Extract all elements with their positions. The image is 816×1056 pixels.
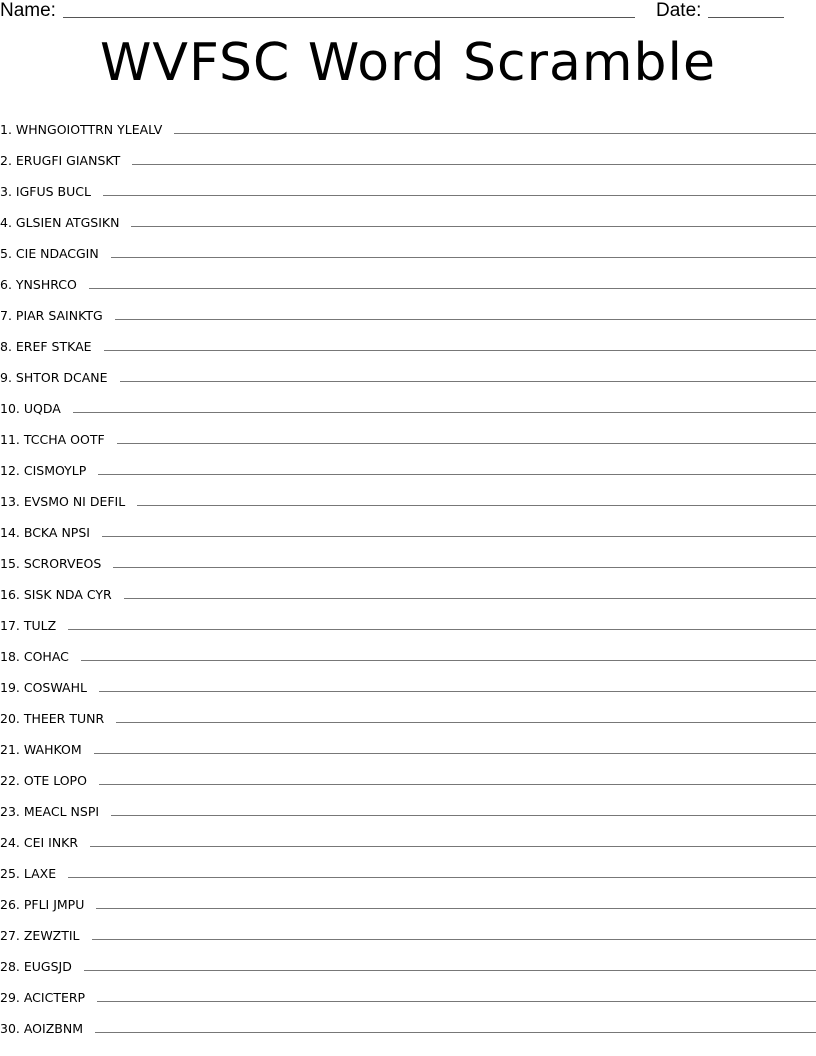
answer-line[interactable] [111,256,816,258]
scramble-item [0,634,816,665]
scramble-item [0,355,816,386]
answer-line[interactable] [94,752,816,754]
answer-line[interactable] [174,132,816,134]
scramble-item [0,262,816,293]
scrambled-word: 29. ACICTERP [0,990,86,1005]
scramble-item [0,789,816,820]
answer-line[interactable] [96,907,816,909]
page-title: WVFSC Word Scramble [100,33,716,93]
scramble-item [0,293,816,324]
scrambled-word: 23. MEACL NSPI [0,804,100,819]
scramble-item [0,386,816,417]
answer-line[interactable] [89,287,816,289]
scramble-item [0,603,816,634]
answer-line[interactable] [68,628,816,630]
scrambled-word: 14. BCKA NPSI [0,525,90,540]
scramble-item [0,665,816,696]
scramble-item [0,541,816,572]
scrambled-word: 12. CISMOYLP [0,463,87,478]
scrambled-word: 4. GLSIEN ATGSIKN [0,215,120,230]
scramble-item [0,324,816,355]
scrambled-word: 20. THEER TUNR [0,711,105,726]
scramble-item [0,913,816,944]
answer-line[interactable] [117,442,816,444]
scramble-item [0,851,816,882]
scramble-item [0,758,816,789]
date-field-line[interactable] [708,17,784,18]
scramble-item [0,882,816,913]
answer-line[interactable] [97,1000,816,1002]
name-field-line[interactable] [63,17,635,18]
scramble-item [0,479,816,510]
scramble-item [0,510,816,541]
scrambled-word: 21. WAHKOM [0,742,82,757]
answer-line[interactable] [102,535,816,537]
answer-line[interactable] [103,194,816,196]
scrambled-word: 6. YNSHRCO [0,277,77,292]
scrambled-word: 22. OTE LOPO [0,773,87,788]
scrambled-word: 17. TULZ [0,618,57,633]
scrambled-word: 10. UQDA [0,401,61,416]
scrambled-word: 19. COSWAHL [0,680,87,695]
scrambled-word: 3. IGFUS BUCL [0,184,91,199]
scrambled-word: 1. WHNGOIOTTRN YLEALV [0,122,163,137]
scramble-item [0,944,816,975]
scrambled-word: 7. PIAR SAINKTG [0,308,103,323]
answer-line[interactable] [124,597,816,599]
scrambled-word: 18. COHAC [0,649,69,664]
scramble-item [0,107,816,138]
scrambled-word: 15. SCRORVEOS [0,556,102,571]
answer-line[interactable] [137,504,816,506]
scramble-list [0,107,816,1037]
answer-line[interactable] [99,783,816,785]
answer-line[interactable] [104,349,816,351]
scrambled-word: 5. CIE NDACGIN [0,246,99,261]
answer-line[interactable] [84,969,816,971]
answer-line[interactable] [73,411,816,413]
scramble-item [0,572,816,603]
scrambled-word: 2. ERUGFI GIANSKT [0,153,121,168]
scramble-item [0,1006,816,1037]
scrambled-word: 26. PFLI JMPU [0,897,85,912]
scramble-item [0,200,816,231]
scramble-item [0,727,816,758]
answer-line[interactable] [113,566,816,568]
answer-line[interactable] [68,876,816,878]
answer-line[interactable] [116,721,816,723]
scrambled-word: 16. SISK NDA CYR [0,587,112,602]
answer-line[interactable] [95,1031,816,1033]
scrambled-word: 30. AOIZBNM [0,1021,83,1036]
scramble-item [0,975,816,1006]
scrambled-word: 11. TCCHA OOTF [0,432,105,447]
scrambled-word: 13. EVSMO NI DEFIL [0,494,126,509]
answer-line[interactable] [99,690,816,692]
scrambled-word: 25. LAXE [0,866,57,881]
answer-line[interactable] [90,845,816,847]
scrambled-word: 9. SHTOR DCANE [0,370,108,385]
scramble-item [0,417,816,448]
answer-line[interactable] [111,814,816,816]
date-label: Date: [656,0,702,21]
scramble-item [0,231,816,262]
answer-line[interactable] [132,163,816,165]
scramble-item [0,169,816,200]
name-label: Name: [0,0,56,21]
scramble-item [0,696,816,727]
scramble-item [0,138,816,169]
answer-line[interactable] [92,938,816,940]
answer-line[interactable] [81,659,816,661]
answer-line[interactable] [115,318,816,320]
scrambled-word: 27. ZEWZTIL [0,928,80,943]
answer-line[interactable] [98,473,816,475]
scramble-item [0,448,816,479]
answer-line[interactable] [131,225,816,227]
scrambled-word: 8. EREF STKAE [0,339,92,354]
scrambled-word: 24. CEI INKR [0,835,79,850]
scramble-item [0,820,816,851]
worksheet-header [0,0,816,28]
scrambled-word: 28. EUGSJD [0,959,72,974]
answer-line[interactable] [120,380,816,382]
